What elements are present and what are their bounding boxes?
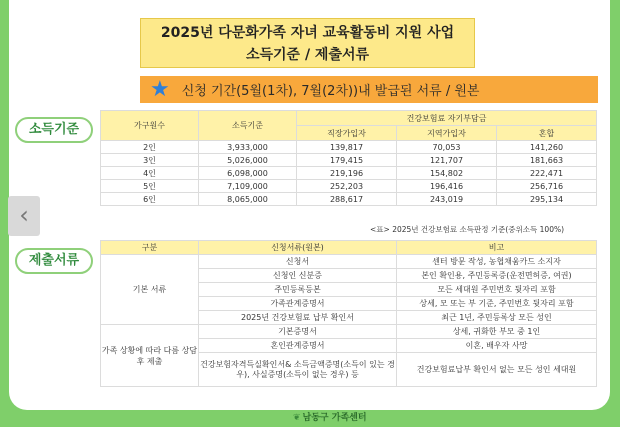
page-subtitle: 소득기준 / 제출서류: [245, 47, 370, 63]
document-cell: 신청서: [199, 255, 397, 269]
leaf-icon: ❦: [293, 413, 301, 423]
mixed-cell: 181,663: [497, 154, 597, 167]
income-table-note: <표> 2025년 건강보험료 소득판정 기준(중위소득 100%): [370, 225, 565, 234]
table-row: [101, 154, 597, 167]
regional-cell: 70,053: [397, 141, 497, 154]
employee-cell: 219,196: [297, 167, 397, 180]
document-cell: 주민등록등본: [199, 283, 397, 297]
regional-cell: 121,707: [397, 154, 497, 167]
remark-cell: 상세, 귀화한 부모 중 1인: [397, 325, 597, 339]
title-box: [140, 18, 475, 68]
regional-cell: 196,416: [397, 180, 497, 193]
remark-cell: 모든 세대원 주민번호 뒷자리 포함: [397, 283, 597, 297]
remark-cell: 최근 1년, 주민등록상 모든 성인: [397, 311, 597, 325]
table-row: [101, 141, 597, 154]
documents-section-label: 제출서류: [15, 248, 93, 274]
income-cell: 5,026,000: [199, 154, 297, 167]
mixed-cell: 295,134: [497, 193, 597, 206]
star-icon: ★: [150, 77, 170, 102]
income-section-label: 소득기준: [15, 117, 93, 143]
employee-cell: 139,817: [297, 141, 397, 154]
remark-cell: 본인 확인용, 주민등록증(운전면허증, 여권): [397, 269, 597, 283]
document-cell: 기본증명서: [199, 325, 397, 339]
regional-header: 지역가입자: [397, 126, 497, 141]
documents-table: [100, 240, 597, 387]
remark-cell: 이혼, 배우자 사망: [397, 339, 597, 353]
household-header: 가구원수: [101, 111, 199, 141]
application-period-banner: [140, 76, 598, 103]
table-row: [101, 325, 597, 339]
employee-cell: 288,617: [297, 193, 397, 206]
basic-docs-group: 기본 서류: [101, 255, 199, 325]
regional-cell: 243,019: [397, 193, 497, 206]
regional-cell: 154,802: [397, 167, 497, 180]
category-header: 구분: [101, 241, 199, 255]
income-cell: 8,065,000: [199, 193, 297, 206]
footer-logo-text: 남동구 가족센터: [302, 413, 367, 423]
insurance-group-header: 건강보험료 자기부담금: [297, 111, 597, 126]
table-row: [101, 193, 597, 206]
mixed-cell: 141,260: [497, 141, 597, 154]
banner-text: 신청 기간(5월(1차), 7월(2차))내 발급된 서류 / 원본: [181, 84, 480, 99]
remark-cell: 건강보험료납부 확인서 없는 모든 성인 세대원: [397, 353, 597, 387]
remark-cell: 상세, 모 또는 부 기준, 주민번호 뒷자리 포함: [397, 297, 597, 311]
household-cell: 6인: [101, 193, 199, 206]
document-cell: 건강보험자격득실확인서& 소득금액증명(소득이 있는 경우), 사실증명(소득이 없는 경우) 등: [199, 353, 397, 387]
document-header: 신청서류(원본): [199, 241, 397, 255]
extra-docs-group: 가족 상황에 따라 다름 상담 후 제출: [101, 325, 199, 387]
table-row: [101, 167, 597, 180]
document-cell: 2025년 건강보험료 납부 확인서: [199, 311, 397, 325]
household-cell: 5인: [101, 180, 199, 193]
document-cell: 신청인 신분증: [199, 269, 397, 283]
employee-cell: 252,203: [297, 180, 397, 193]
mixed-header: 혼합: [497, 126, 597, 141]
page-title: 2025년 다문화가족 자녀 교육활동비 지원 사업: [160, 25, 455, 41]
remark-cell: 센터 방문 작성, 농협채움카드 소지자: [397, 255, 597, 269]
document-cell: 혼인관계증명서: [199, 339, 397, 353]
footer-logo: [293, 410, 367, 423]
income-cell: 6,098,000: [199, 167, 297, 180]
remark-header: 비고: [397, 241, 597, 255]
table-row: [101, 255, 597, 269]
household-cell: 4인: [101, 167, 199, 180]
income-cell: 3,933,000: [199, 141, 297, 154]
mixed-cell: 256,716: [497, 180, 597, 193]
mixed-cell: 222,471: [497, 167, 597, 180]
employee-cell: 179,415: [297, 154, 397, 167]
household-cell: 2인: [101, 141, 199, 154]
income-cell: 7,109,000: [199, 180, 297, 193]
income-table: [100, 110, 597, 206]
document-cell: 가족관계증명서: [199, 297, 397, 311]
chevron-left-icon[interactable]: ‹: [8, 196, 40, 236]
employee-header: 직장가입자: [297, 126, 397, 141]
household-cell: 3인: [101, 154, 199, 167]
table-row: [101, 180, 597, 193]
income-header: 소득기준: [199, 111, 297, 141]
